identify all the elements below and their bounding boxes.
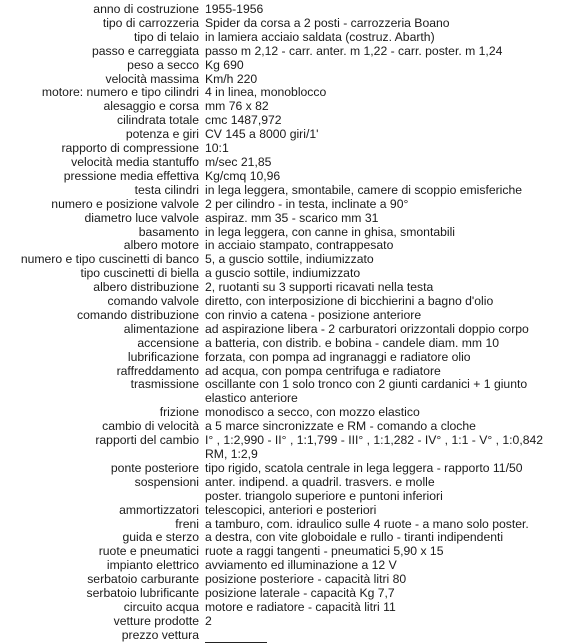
spec-label: tipo di telaio: [133, 29, 199, 44]
spec-value: motore e radiatore - capacità litri 11: [205, 599, 396, 614]
spec-label: anno di costruzione: [93, 2, 199, 16]
spec-label: comando valvole: [107, 294, 199, 309]
spec-row: [0, 142, 571, 156]
spec-label: ponte posteriore: [110, 460, 199, 475]
spec-row: [0, 351, 571, 365]
spec-label: impianto elettrico: [106, 558, 199, 573]
spec-row: [0, 573, 571, 587]
spec-row: [0, 531, 571, 545]
spec-row: [0, 59, 571, 73]
spec-value-line: oscillante con 1 solo tronco con 2 giunti cardanici + 1 giunto: [205, 377, 528, 392]
spec-row: [0, 518, 571, 532]
spec-label: motore: numero e tipo cilindri: [41, 85, 199, 100]
spec-label: prezzo vettura: [121, 627, 199, 642]
spec-value: Spider da corsa a 2 posti - carrozzeria Boano: [205, 15, 450, 30]
spec-value: a tamburo, com. idraulico sulle 4 ruote - a mano solo poster.: [205, 516, 529, 531]
spec-row: [0, 253, 571, 267]
spec-row: [0, 17, 571, 31]
spec-value: avviamento ed illuminazione a 12 V: [205, 558, 397, 573]
spec-row: [0, 615, 571, 629]
spec-value-line: I° , 1:2,990 - II° , 1:1,799 - III° , 1:1,282 - IV° , 1:1 - V° , 1:0,842: [205, 433, 544, 448]
spec-value: passo m 2,12 - carr. anter. m 1,22 - carr. poster. m 1,24: [205, 43, 503, 58]
spec-row: [0, 100, 571, 114]
spec-label: pressione media effettiva: [63, 168, 199, 183]
spec-value-line: anter. indipend. a quadril. trasvers. e molle: [205, 474, 435, 489]
spec-value: Km/h 220: [205, 71, 258, 86]
spec-row: [0, 198, 571, 212]
spec-value: in lamiera acciaio saldata (costruz. Abarth): [205, 29, 435, 44]
spec-value: a guscio sottile, indiumizzato: [205, 266, 361, 281]
spec-value: CV 145 a 8000 giri/1': [205, 127, 319, 142]
spec-value-continuation: elastico anteriore: [205, 391, 298, 406]
spec-label: diametro luce valvole: [84, 210, 199, 225]
spec-label: serbatoio carburante: [87, 572, 199, 587]
spec-label: freni: [175, 516, 199, 531]
spec-value: tipo rigido, scatola centrale in lega leggera - rapporto 11/50: [205, 460, 523, 475]
spec-row: [0, 629, 571, 643]
spec-value: Kg 690: [205, 57, 244, 72]
spec-value: telescopici, anteriori e posteriori: [205, 502, 377, 517]
spec-row: [0, 434, 571, 462]
spec-label: alesaggio e corsa: [103, 99, 199, 114]
spec-row: [0, 337, 571, 351]
spec-row: [0, 184, 571, 198]
spec-row: [0, 406, 571, 420]
spec-value: 2 per cilindro - in testa, inclinate a 90°: [205, 196, 409, 211]
spec-row: [0, 156, 571, 170]
spec-row: [0, 601, 571, 615]
spec-value: 2, ruotanti su 3 supporti ricavati nella testa: [205, 280, 434, 295]
spec-label: vetture prodotte: [113, 613, 199, 628]
spec-label: ruote e pneumatici: [98, 544, 199, 559]
spec-label: numero e posizione valvole: [51, 196, 199, 211]
spec-row: [0, 114, 571, 128]
spec-row: [0, 545, 571, 559]
spec-label: lubrificazione: [127, 349, 199, 364]
spec-label: guida e sterzo: [122, 530, 199, 545]
spec-row: [0, 504, 571, 518]
spec-row: [0, 309, 571, 323]
spec-value: posizione laterale - capacità Kg 7,7: [205, 586, 395, 601]
spec-row: [0, 45, 571, 59]
spec-label: sospensioni: [134, 474, 199, 489]
spec-label: cilindrata totale: [117, 113, 199, 128]
spec-row: [0, 378, 571, 406]
spec-label: passo e carreggiata: [91, 43, 199, 58]
spec-value: [205, 378, 571, 406]
spec-label: trasmissione: [130, 377, 199, 392]
spec-label: tipo di carrozzeria: [102, 15, 199, 30]
spec-value: 5, a guscio sottile, indiumizzato: [205, 252, 374, 267]
spec-label: raffreddamento: [116, 363, 199, 378]
spec-label: velocità media stantuffo: [71, 154, 199, 169]
spec-value: m/sec 21,85: [205, 154, 272, 169]
spec-label: ammortizzatori: [119, 502, 199, 517]
spec-label: velocità massima: [105, 71, 199, 86]
spec-value: 1955-1956: [205, 2, 264, 16]
spec-row: [0, 559, 571, 573]
spec-value: aspiraz. mm 35 - scarico mm 31: [205, 210, 379, 225]
spec-value: [205, 434, 571, 462]
spec-value: monodisco a secco, con mozzo elastico: [205, 405, 420, 420]
spec-value: forzata, con pompa ad ingranaggi e radiatore olio: [205, 349, 471, 364]
spec-row: [0, 170, 571, 184]
spec-label: testa cilindri: [134, 182, 199, 197]
spec-row: [0, 226, 571, 240]
spec-row: [0, 281, 571, 295]
spec-row: [0, 31, 571, 45]
spec-value: 10:1: [205, 141, 229, 156]
spec-label: cambio di velocità: [102, 419, 199, 434]
spec-label: peso a secco: [127, 57, 199, 72]
specification-table: [0, 3, 571, 643]
spec-label: serbatoio lubrificante: [86, 586, 199, 601]
spec-value: ad acqua, con pompa centrifuga e radiatore: [205, 363, 441, 378]
spec-value: diretto, con interposizione di bicchierini a bagno d'olio: [205, 294, 494, 309]
spec-row: [0, 420, 571, 434]
price-blank-line: [205, 631, 267, 643]
spec-value: 4 in linea, monoblocco: [205, 85, 327, 100]
spec-row: [0, 295, 571, 309]
spec-label: rapporti del cambio: [95, 433, 199, 448]
spec-label: albero motore: [123, 238, 199, 253]
spec-value: con rinvio a catena - posizione anteriore: [205, 307, 422, 322]
spec-value-continuation: poster. triangolo superiore e puntoni inferiori: [205, 488, 443, 503]
spec-label: potenza e giri: [125, 127, 199, 142]
spec-value-continuation: RM, 1:2,9: [205, 447, 258, 461]
spec-row: [0, 323, 571, 337]
spec-row: [0, 86, 571, 100]
spec-label: frizione: [159, 405, 199, 420]
spec-value: a 5 marce sincronizzate e RM - comando a cloche: [205, 419, 476, 434]
spec-row: [0, 212, 571, 226]
spec-label: rapporto di compressione: [61, 141, 199, 156]
spec-value: mm 76 x 82: [205, 99, 269, 114]
spec-row: [0, 73, 571, 87]
spec-value: a batteria, con distrib. e bobina - candele diam. mm 10: [205, 335, 500, 350]
spec-label: comando distribuzione: [77, 307, 199, 322]
spec-row: [0, 462, 571, 476]
spec-value: in acciaio stampato, contrappesato: [205, 238, 394, 253]
spec-value: a destra, con vite globoidale e rullo - tiranti indipendenti: [205, 530, 504, 545]
spec-value: ad aspirazione libera - 2 carburatori orizzontali doppio corpo: [205, 321, 529, 336]
spec-value: ruote a raggi tangenti - pneumatici 5,90 x 15: [205, 544, 444, 559]
spec-label: alimentazione: [123, 321, 199, 336]
spec-label: albero distribuzione: [93, 280, 199, 295]
spec-label: numero e tipo cuscinetti di banco: [20, 252, 199, 267]
spec-value: 2: [205, 613, 212, 628]
spec-value: posizione posteriore - capacità litri 80: [205, 572, 407, 587]
spec-value: [205, 629, 571, 643]
spec-label: accensione: [137, 335, 199, 350]
spec-label: tipo cuscinetti di biella: [80, 266, 199, 281]
spec-row: [0, 3, 571, 17]
spec-row: [0, 476, 571, 504]
spec-row: [0, 365, 571, 379]
spec-value: cmc 1487,972: [205, 113, 282, 128]
spec-row: [0, 239, 571, 253]
spec-row: [0, 267, 571, 281]
spec-label: circuito acqua: [123, 599, 199, 614]
spec-row: [0, 587, 571, 601]
spec-label: basamento: [138, 224, 199, 239]
spec-value: in lega leggera, smontabile, camere di scoppio emisferiche: [205, 182, 523, 197]
spec-row: [0, 128, 571, 142]
spec-value: [205, 476, 571, 504]
spec-value: Kg/cmq 10,96: [205, 168, 281, 183]
spec-value: in lega leggera, con canne in ghisa, smontabili: [205, 224, 456, 239]
